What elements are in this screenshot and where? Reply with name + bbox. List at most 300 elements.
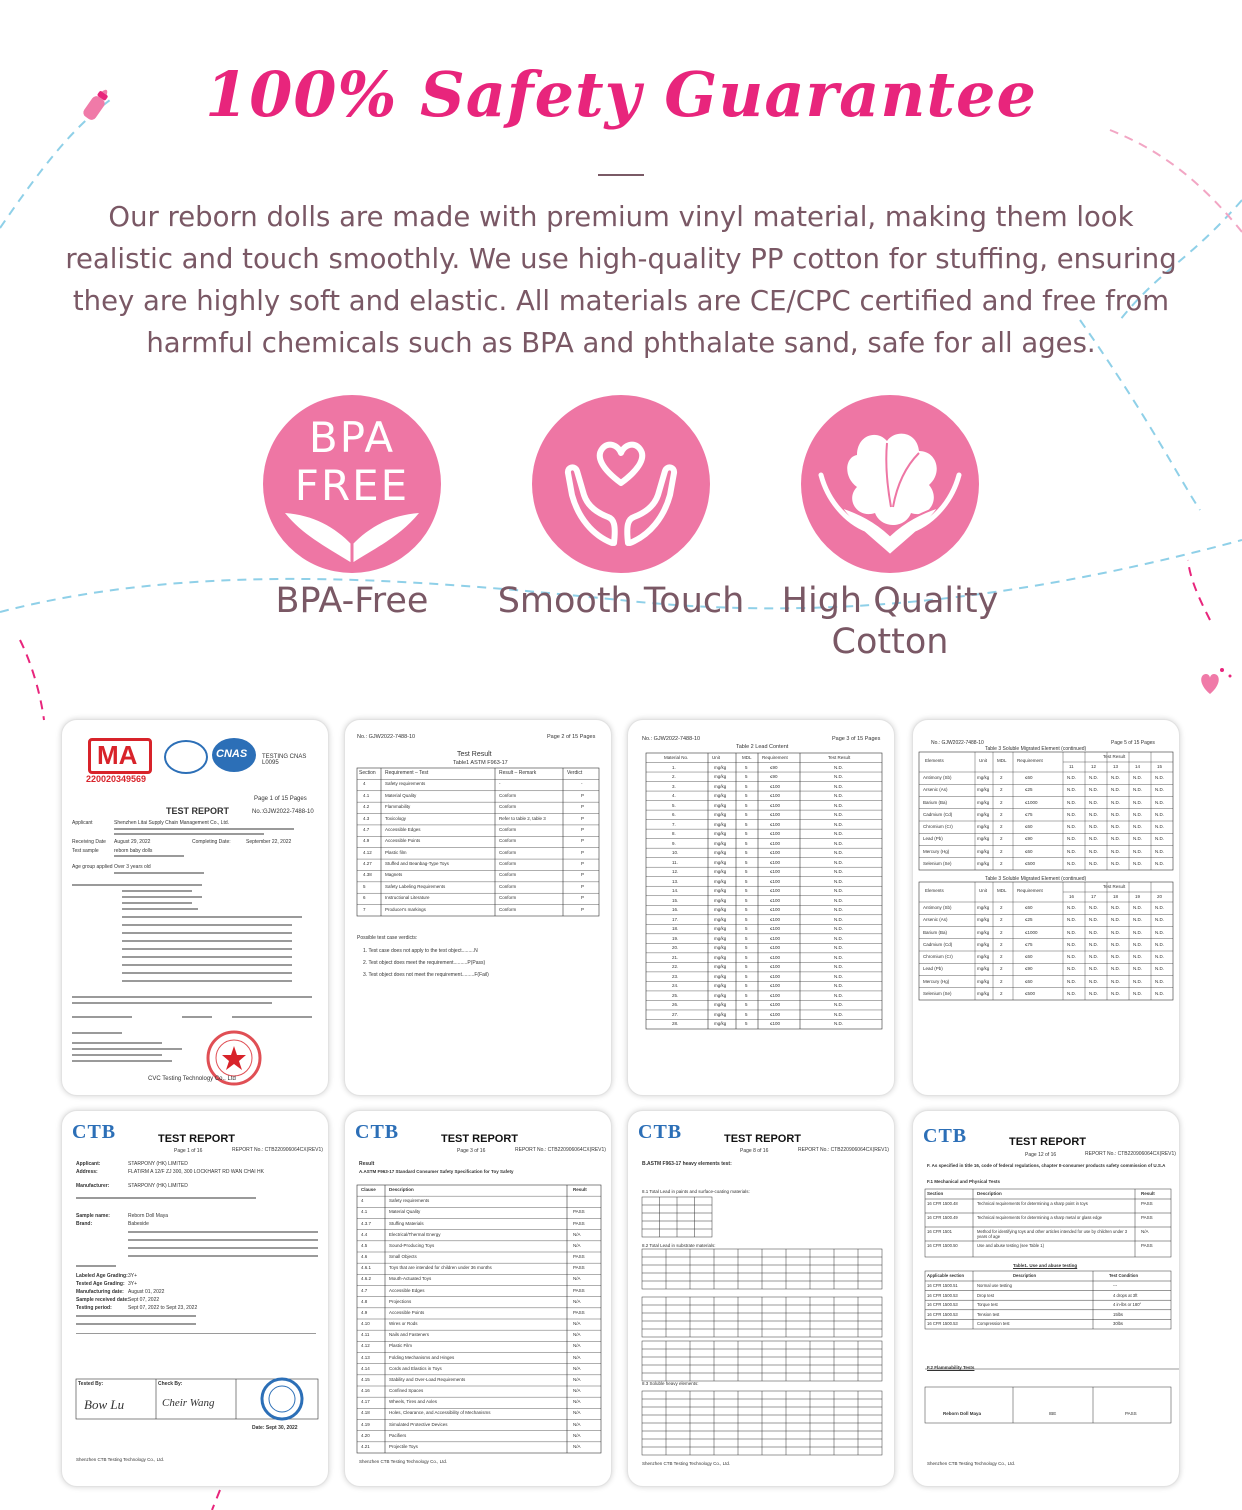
table-cell: ≤100 (770, 964, 780, 970)
table-cell: Refer to table 2, table 3 (499, 815, 546, 821)
table-cell: 4.3 (363, 815, 370, 821)
table-cell: P (581, 826, 585, 832)
table-cell: Arsenic (As) (923, 917, 948, 923)
table-cell: P (581, 861, 585, 867)
table-cell: 22. (672, 964, 679, 970)
table-cell: N.D. (1067, 848, 1076, 854)
table-cell: Use and abuse testing (see Table 1) (977, 1243, 1044, 1248)
table-cell: Stability and Over-Load Requirements (389, 1376, 466, 1382)
table-cell: Cords and Elastics in Toys (389, 1365, 442, 1371)
table-cell: Material Quality (389, 1209, 421, 1215)
certificate-ctb-page8: CTB TEST REPORT REPORT No.: CTB220906064CX(REV1) Page 8 of 16 B.ASTM F963-17 heavy elements test: 8.1 Total Lead in paints and surface-coating materials: 8.2 Total Lead in substrate materials: 8.3 Soluble heavy elements: Shenzhen CTB Testing Technology Co., Ltd. (627, 1110, 895, 1487)
table-cell: 4 drops at 3ft (1113, 1292, 1138, 1298)
table-cell: 28. (672, 1021, 679, 1027)
table-cell: N/A (573, 1421, 581, 1427)
table-cell: N.D. (1089, 836, 1098, 842)
table-cell: ≤100 (770, 831, 780, 837)
ctb-clause-table (345, 1111, 611, 1486)
table-cell: Stuffing Materials (389, 1220, 424, 1226)
table-cell: 26. (672, 1002, 679, 1008)
feature-bpa-free (222, 395, 482, 622)
ma-logo: MA (88, 738, 152, 774)
table-cell: Elements (925, 758, 944, 763)
table-cell: 11 (1069, 764, 1074, 769)
table-cell: 16 CFR 1500.53 (927, 1311, 958, 1317)
certificate-cvc-page1: MA 220020349569 CNAS TESTING CNAS L0095 Page 1 of 15 Pages TEST REPORT No.:GJW2022-7488-10 Applicant Shenzhen Litai Supply Chain Management Co., Ltd. Receiving Date August 29, 2022 Completing Date: September 22, 2022 Test sample reborn baby dolls Age group applied Over 3 years old CVC Testing Technology Co., Ltd (61, 719, 329, 1096)
table-cell: 5 (745, 850, 748, 856)
feature-label: Smooth Touch (497, 581, 745, 621)
table-cell: 20. (672, 945, 679, 951)
table-cell: 5 (745, 859, 748, 865)
table-cell: P (581, 883, 585, 889)
table-cell: N.D. (1111, 929, 1120, 935)
table-cell: PASS (1125, 1411, 1137, 1416)
table-cell: ≤60 (1025, 905, 1033, 910)
certificate-cvc-page3: No.: GJW2022-7488-10 Page 3 of 15 Pages Table 2 Lead Content Material No. Unit MDL Requirement Test Result 1. mg/kg 5 ≤90 N.D. 2. mg/kg 5 ≤90 N.D. 3. mg/kg 5 ≤100 N.D. 4. mg/kg 5 ≤100 N.D. 5. mg/kg 5 ≤100 N.D. 6. mg/kg 5 ≤100 N.D. 7. mg/kg 5 ≤100 N.D. 8. mg/kg 5 ≤100 N.D. 9. mg/kg 5 ≤100 N.D. 10. mg/kg 5 ≤100 N.D. 11. mg/kg 5 ≤100 N.D. 12. mg/kg 5 ≤100 N.D. 13. mg/kg 5 ≤100 N.D. 14. mg/kg 5 ≤100 N.D. 15. mg/kg 5 ≤100 N.D. 16. mg/kg 5 ≤100 N.D. 17. mg/kg 5 ≤100 N.D. 18. mg/kg 5 ≤100 N.D. 19. mg/kg 5 ≤100 N.D. 20. mg/kg 5 ≤100 N.D. 21. mg/kg 5 ≤100 N.D. 22. mg/kg 5 ≤100 N.D. 23. mg/kg 5 ≤100 N.D. 24. mg/kg 5 ≤100 N.D. 25. mg/kg 5 ≤100 N.D. 26. mg/kg 5 ≤100 N.D. 27. mg/kg 5 ≤100 N.D. 28. mg/kg 5 ≤100 N.D. (627, 719, 895, 1096)
table-cell: N.D. (1089, 848, 1098, 854)
table-cell: N.D. (1089, 860, 1098, 866)
table-cell: N.D. (1089, 917, 1098, 923)
table-cell: P (581, 792, 585, 798)
table-cell: 5 (745, 992, 748, 998)
table-cell: 5 (745, 802, 748, 808)
ctb-logo: CTB (923, 1125, 968, 1147)
table-cell: N.D. (1067, 787, 1076, 793)
table-cell: 2 (1000, 966, 1003, 972)
table-cell: 4.14 (361, 1365, 370, 1371)
table-cell: Unit (979, 888, 988, 893)
table-cell: Conform (499, 804, 517, 810)
table-cell: N.D. (1067, 966, 1076, 972)
table-cell: Flammability (385, 804, 411, 810)
table-cell: N.D. (1111, 811, 1120, 817)
table-cell: Applicable section (927, 1273, 964, 1278)
table-cell: mg/kg (714, 878, 727, 884)
table-cell: N.D. (834, 973, 843, 979)
table-cell: N.D. (834, 850, 843, 856)
heart-icon (1201, 674, 1219, 694)
table-cell: 23. (672, 973, 679, 979)
certificate-cvc-page2: No.: GJW2022-7488-10 Page 2 of 15 Pages Test Result Table1 ASTM F963-17 Possible test case verdicts: 1. Test case does not apply to the test object.........N 2. Test object does meet the requirement..........P(Pass) 3. Test object does not meet the requirement.........F(Fail) Section Requirement – Test Result – Remark Verdict 4 Safety requirements - - 4.1 Material Quality Conform P 4.2 Flammability Conform P 4.3 Toxicology Refer to table 2, table 3 P 4.7 Accessible Edges Conform P 4.9 Accessible Points Conform P 4.12 Plastic film Conform P 4.27 Stuffed and Beanbag-Type Toys Conform P 4.38 Magnets Conform P 5 Safety Labeling Requirements Conform P 6 Instructional Literature Conform P 7 Producer's markings Conform P (344, 719, 612, 1096)
table-cell: Conform (499, 861, 517, 867)
table-cell: Result (573, 1187, 587, 1192)
table-cell: N.D. (834, 926, 843, 932)
certificate-ctb-page3: CTB TEST REPORT REPORT No.: CTB220906064CX(REV1) Page 3 of 16 Result A.ASTM F963-17 Standard Consumer Safety Specification for Toy Safety Shenzhen CTB Testing Technology Co., Ltd. Clause Description Result 4 Safety requirements 4.1 Material Quality PASS 4.3.7 Stuffing Materials PASS 4.4 Electrical/Thermal Energy N/A 4.5 Sound-Producing Toys N/A 4.6 Small Objects PASS 4.6.1 Toys that are intended for children under 36 months PASS 4.6.2 Mouth-Actuated Toys N/A 4.7 Accessible Edges PASS 4.8 Projections N/A 4.9 Accessible Points PASS 4.10 Wires or Rods N/A 4.11 Nails and Fasteners N/A 4.12 Plastic Film N/A 4.13 Folding Mechanisms and Hinges N/A 4.14 Cords and Elastics in Toys N/A 4.15 Stability and Over-Load Requirements N/A 4.16 Confined Spaces N/A 4.17 Wheels, Tires and Axles N/A 4.18 Holes, Clearance, and Accessibility of Mechanisms N/A 4.19 Simulated Protective Devices N/A 4.20 Pacifiers N/A 4.21 Projectile Toys N/A (344, 1110, 612, 1487)
table-cell: P (581, 906, 585, 912)
table-cell: Accessible Points (385, 838, 421, 844)
table-cell: ≤100 (770, 916, 780, 922)
table-cell: P (581, 838, 585, 844)
table-cell: Arsenic (As) (923, 787, 948, 793)
table-cell: Material No. (664, 755, 689, 760)
table-cell: 7 (363, 906, 366, 912)
table-cell: PASS (573, 1309, 585, 1315)
table-cell: mg/kg (714, 945, 727, 951)
table-cell: ≤60 (1025, 824, 1033, 829)
table-cell: Lead (Pb) (923, 836, 943, 842)
table-cell: mg/kg (714, 964, 727, 970)
table-cell: N.D. (1067, 811, 1076, 817)
table-cell: MDL (997, 888, 1007, 893)
table-cell: ≤100 (770, 850, 780, 856)
table-cell: 5 (745, 983, 748, 989)
table-cell: 4.6.2 (361, 1276, 372, 1282)
table-cell: ≤100 (770, 783, 780, 789)
ctb-heavy-element-tables (628, 1111, 894, 1486)
table-cell: N.D. (1133, 978, 1142, 984)
table-cell: 4.13 (361, 1354, 370, 1360)
table-cell: 11. (672, 859, 678, 865)
table-cell: N.D. (1111, 775, 1120, 780)
table-cell: ≤500 (1025, 860, 1035, 866)
table-cell: 4.17 (361, 1399, 370, 1405)
table-cell: Magnets (385, 872, 403, 878)
table-cell: N.D. (1155, 836, 1164, 842)
table-cell: N.D. (834, 802, 843, 808)
table-cell: N.D. (1133, 848, 1142, 854)
table-cell: 4.12 (363, 849, 372, 855)
table-cell: PASS (1141, 1243, 1153, 1248)
table-cell: Conform (499, 906, 517, 912)
table-cell: Nails and Fasteners (389, 1332, 430, 1338)
table-cell: Clause (361, 1187, 376, 1192)
table-cell: 5 (745, 1021, 748, 1027)
table-cell: ≤100 (770, 888, 780, 894)
table-cell: Simulated Protective Devices (389, 1421, 448, 1427)
bpa-icon-text: BPA (308, 413, 396, 462)
table-cell: ≤1000 (1025, 929, 1038, 935)
table-cell: 2 (1000, 860, 1003, 866)
table-cell: N.D. (1133, 860, 1142, 866)
table-cell: mg/kg (977, 824, 990, 829)
table-cell: Description (389, 1187, 414, 1192)
table-cell: 5 (745, 793, 748, 799)
table-cell: N.D. (1111, 954, 1120, 959)
table-cell: 16 CFR 1500.53 (927, 1292, 958, 1298)
table-cell: N/A (573, 1231, 581, 1237)
table-cell: ≤75 (1025, 941, 1033, 947)
lead-content-table (628, 720, 894, 1095)
table-cell: N.D. (1067, 799, 1076, 805)
table-cell: N.D. (1067, 990, 1076, 996)
table-cell: N.D. (1111, 990, 1120, 996)
table-cell: N.D. (834, 1011, 843, 1017)
table-cell: Test Condition (1109, 1273, 1138, 1278)
table-cell: 4.3.7 (361, 1220, 372, 1226)
page-title: 100% Safety Guarantee (205, 58, 1037, 131)
table-cell: mg/kg (714, 954, 727, 960)
table-cell: N.D. (834, 774, 843, 780)
table-cell: N.D. (1133, 954, 1142, 959)
table-cell: N.D. (1155, 954, 1164, 959)
table-cell: N.D. (834, 992, 843, 998)
table-cell: 16 CFR 1500.51 (927, 1283, 958, 1288)
table-cell: 2 (1000, 811, 1003, 817)
table-cell: Description (1013, 1273, 1037, 1278)
table-cell: 5 (745, 926, 748, 932)
table-cell: N.D. (1133, 990, 1142, 996)
table-cell: 5 (363, 883, 366, 889)
table-cell: Unit (979, 758, 988, 763)
table-cell: 17. (672, 916, 679, 922)
table-cell: 3. (672, 783, 676, 789)
table-cell: N.D. (1111, 799, 1120, 805)
table-cell: N.D. (1089, 941, 1098, 947)
table-cell: mg/kg (714, 983, 727, 989)
table-cell: Chromium (Cr) (923, 954, 953, 959)
table-cell: N.D. (834, 964, 843, 970)
table-cell: ≤100 (770, 1011, 780, 1017)
table-cell: ≤100 (770, 840, 780, 846)
table-cell: 2 (1000, 824, 1003, 829)
table-cell: N.D. (1089, 990, 1098, 996)
table-cell: P (581, 815, 585, 821)
table-cell: Compression test (977, 1321, 1010, 1327)
table-cell: N.D. (1111, 905, 1120, 910)
table-cell: ≤500 (1025, 990, 1035, 996)
table-cell: mg/kg (714, 869, 727, 875)
cotton-flower-icon (801, 395, 979, 573)
table-cell: 14 (1135, 764, 1141, 769)
table-cell: 4.27 (363, 861, 372, 867)
title-separator (598, 174, 644, 176)
table-cell: 5 (745, 783, 748, 789)
table-cell: Conform (499, 849, 517, 855)
table-cell: mg/kg (714, 1021, 727, 1027)
table-cell: Test Result (1103, 884, 1126, 889)
table-cell: PASS (573, 1265, 585, 1271)
table-cell: 4.11 (361, 1332, 370, 1338)
table-cell: Material Quality (385, 792, 417, 798)
table-cell: 15. (672, 897, 679, 903)
table-cell: Selenium (Se) (923, 860, 952, 866)
table-cell: 2 (1000, 978, 1003, 984)
table-cell: 4.4 (361, 1231, 368, 1237)
table-cell: 4.18 (361, 1410, 370, 1416)
table-cell: Selenium (Se) (923, 990, 952, 996)
table-cell: 5 (745, 1011, 748, 1017)
table-cell: ≤25 (1025, 787, 1033, 793)
table-cell: Conform (499, 895, 517, 901)
table-cell: 4.20 (361, 1432, 370, 1438)
table-cell: N/A (573, 1332, 581, 1338)
table-cell: 24. (672, 983, 679, 989)
table-cell: 4.9 (363, 838, 370, 844)
table-cell: Chromium (Cr) (923, 824, 953, 829)
table-cell: - (581, 781, 583, 787)
table-cell: Method for identifying toys and other articles intended for use by children under 3 years of age (977, 1229, 1128, 1239)
table-cell: N.D. (834, 783, 843, 789)
table-cell: N.D. (1155, 860, 1164, 866)
table-cell: Projectile Toys (389, 1443, 418, 1449)
table-cell: mg/kg (714, 850, 727, 856)
table-cell: 5 (745, 831, 748, 837)
table-cell: N.D. (1133, 836, 1142, 842)
table-cell: 5 (745, 840, 748, 846)
table-cell: Unit (712, 755, 721, 760)
table-cell: 9. (672, 840, 676, 846)
table-cell: N.D. (1111, 941, 1120, 947)
table-cell: N.D. (1133, 799, 1142, 805)
table-cell: PASS (573, 1287, 585, 1293)
table-cell: Safety requirements (389, 1198, 430, 1204)
table-cell: Folding Mechanisms and Hinges (389, 1354, 455, 1360)
table-cell: Small Objects (389, 1254, 417, 1259)
table-cell: 16 CFR 1500.49 (927, 1215, 958, 1220)
table-cell: --- (1113, 1283, 1118, 1288)
table-cell: ≤100 (770, 878, 780, 884)
table-cell: ≤100 (770, 812, 780, 818)
table-cell: Section (359, 770, 376, 776)
intro-paragraph: Our reborn dolls are made with premium vinyl material, making them look realistic and touch smoothly. We use high-quality PP cotton for stuffing, ensuring they are highly soft and elastic. All materials are CE/CPC certified and free from harmful chemicals such as BPA and phthalate sand, safe for all ages. (65, 201, 1177, 359)
table-cell: Antimony (Sb) (923, 905, 952, 910)
table-cell: N.D. (1155, 978, 1164, 984)
table-cell: ≤60 (1025, 954, 1033, 959)
feature-label: BPA-Free (275, 581, 429, 621)
sparkle-icon (1220, 668, 1232, 678)
ctb-logo: CTB (72, 1121, 117, 1143)
table-cell: 5 (745, 1002, 748, 1008)
table-cell: 4.19 (361, 1421, 370, 1427)
table-cell: N/A (573, 1376, 581, 1382)
table-cell: N.D. (834, 821, 843, 827)
table-cell: mg/kg (714, 916, 727, 922)
table-cell: Accessible Points (389, 1309, 425, 1315)
table-cell: 2 (1000, 787, 1003, 793)
table-cell: 6. (672, 812, 676, 818)
table-cell: N.D. (834, 793, 843, 799)
table-cell: 15lbs (1113, 1311, 1124, 1317)
table-cell: 2 (1000, 990, 1003, 996)
table-cell: N.D. (1089, 787, 1098, 793)
table-cell: 16 CFR 1500.50 (927, 1243, 958, 1248)
table-cell: N/A (573, 1410, 581, 1416)
table-cell: 12. (672, 869, 679, 875)
table-cell: N.D. (1089, 905, 1098, 910)
table-cell: Safety Labeling Requirements (385, 883, 446, 889)
table-cell: N.D. (1155, 787, 1164, 793)
table-cell: 5. (672, 802, 676, 808)
table-cell: N.D. (1111, 848, 1120, 854)
table-cell: F.2 Flammability Tests (927, 1365, 975, 1370)
table-cell: Test Result (1103, 754, 1126, 759)
table-cell: 2 (1000, 954, 1003, 959)
table-cell: 2 (1000, 799, 1003, 805)
table-cell: Confined Spaces (389, 1388, 424, 1393)
table-cell: N.D. (834, 764, 843, 770)
table-cell: mg/kg (977, 799, 990, 805)
table-cell: 4.5 (361, 1242, 368, 1248)
table-cell: N.D. (1155, 990, 1164, 996)
table-cell: mg/kg (977, 929, 990, 935)
certificate-ctb-page1: CTB TEST REPORT REPORT No.: CTB220906064CX(REV1) Page 1 of 16 Applicant: STARPONY (HK) LIMITED Address: FLAT/RM A 12/F ZJ 300, 300 LOCKHART RD WAN CHAI HK Manufacturer: STARPONY (HK) LIMITED Sample name: Reborn Doll Maya Brand: Babeside Labeled Age Grading: 3Y+ Tested Age Grading: 3Y+ Manufacturing date: August 01, 2022 Sample received date: Sept 07, 2022 Testing period: Sept 07, 2022 to Sept 23, 2022 Tested By: Check By: Bow Lu Cheir Wang Date: Sept 30, 2022 Shenzhen CTB Testing Technology Co., Ltd. (61, 1110, 329, 1487)
table-cell: N.D. (1155, 941, 1164, 947)
table-cell: 19. (672, 935, 679, 941)
table-cell: Elements (925, 888, 944, 893)
table-cell: Drop test (977, 1292, 994, 1298)
table-cell: 5 (745, 821, 748, 827)
table-cell: ≤100 (770, 954, 780, 960)
table-cell: 7. (672, 821, 676, 827)
table-cell: 4.10 (361, 1321, 370, 1326)
table-cell: ≤90 (770, 774, 778, 780)
table-cell: 16. (672, 907, 679, 913)
table-cell: Torque test (977, 1302, 998, 1308)
table-cell: 2 (1000, 836, 1003, 842)
table-cell: 18 (1113, 894, 1119, 899)
table-cell: 5 (745, 764, 748, 770)
table-cell: 25. (672, 992, 679, 998)
table-cell: 2 (1000, 941, 1003, 947)
table-cell: N/A (573, 1321, 581, 1326)
table-cell: P (581, 849, 585, 855)
table-cell: 2 (1000, 848, 1003, 854)
table-cell: N.D. (1067, 905, 1076, 910)
table-cell: Tension test (977, 1311, 1000, 1317)
table-cell: 15 (1157, 764, 1163, 769)
table-cell: 4.8 (361, 1298, 368, 1304)
table-cell: Toys that are intended for children under 36 months (389, 1265, 492, 1271)
table-cell: N.D. (834, 907, 843, 913)
table-cell: Test Result (828, 755, 851, 760)
table-cell: N/A (573, 1276, 581, 1282)
table-cell: mg/kg (714, 1002, 727, 1008)
table-cell: N.D. (1067, 775, 1076, 780)
table-cell: N.D. (1089, 954, 1098, 959)
table-cell: N/A (573, 1399, 581, 1405)
table-cell: P (581, 895, 585, 901)
table-cell: N.D. (834, 935, 843, 941)
table-cell: 5 (745, 935, 748, 941)
table-cell: 5 (745, 897, 748, 903)
table-cell: Barium (Ba) (923, 799, 948, 805)
table-cell: 4.12 (361, 1343, 370, 1349)
table-cell: N.D. (834, 897, 843, 903)
table-cell: Requirement (1017, 758, 1043, 763)
table-cell: N.D. (1133, 787, 1142, 793)
table-cell: Stuffed and Beanbag-Type Toys (385, 861, 449, 867)
table-cell: Producer's markings (385, 906, 426, 912)
certificate-ctb-page12: CTB TEST REPORT REPORT No.: CTB220906064CX(REV1) Page 12 of 16 F. As specified in title 16, code of federal regulations, chapter II-consumer products safety commission of U.S.A F.1 Mechanical and Physical Tests Shenzhen CTB Testing Technology Co., Ltd. Section Description Result 16 CFR 1500.48 Technical requirements for determining a sharp point in toys PASS 16 CFR 1500.49 Technical requirements for determining a sharp metal or glass edge PASS 16 CFR 1501 Method for identifying toys and other articles intended for use by children under 3 years of age N/A 16 CFR 1500.50 Use and abuse testing (see Table 1) PASS Table1. Use and abuse testing Applicable section Description Test Condition 16 CFR 1500.51 Normal use testing --- 16 CFR 1500.53 Drop test 4 drops at 3ft 16 CFR 1500.53 Torque test 4 in-lbs or 180° 16 CFR 1500.53 Tension test 15lbs 16 CFR 1500.53 Compression test 30lbs F.2 Flammability Tests Reborn Doll Maya IBE PASS (912, 1110, 1180, 1487)
table-cell: mg/kg (714, 840, 727, 846)
table-cell: N.D. (1067, 860, 1076, 866)
table-cell: N.D. (1133, 966, 1142, 972)
table-cell: 4.6 (361, 1254, 368, 1259)
table-cell: 16 (1069, 894, 1075, 899)
table-cell: ≤100 (770, 859, 780, 865)
table-cell: 13 (1113, 764, 1119, 769)
table-cell: Antimony (Sb) (923, 775, 952, 780)
table-cell: MDL (997, 758, 1007, 763)
table-cell: 2 (1000, 917, 1003, 923)
ctb-seal-icon (262, 1379, 302, 1419)
table-cell: 5 (745, 954, 748, 960)
table-cell: N.D. (834, 812, 843, 818)
ctb-logo: CTB (638, 1121, 683, 1143)
table-cell: Mouth-Actuated Toys (389, 1276, 432, 1282)
table-cell: 4.16 (361, 1388, 370, 1393)
table-cell: 4.21 (361, 1443, 370, 1449)
table-cell: 16 CFR 1500.53 (927, 1302, 958, 1308)
table-cell: P (581, 804, 585, 810)
table-cell: mg/kg (714, 973, 727, 979)
table-cell: Result – Remark (499, 770, 537, 776)
table-cell: N.D. (1111, 787, 1120, 793)
table-cell: 4 in-lbs or 180° (1113, 1302, 1142, 1308)
table-cell: ≤25 (1025, 917, 1033, 923)
table-cell: mg/kg (977, 941, 990, 947)
table-cell: Conform (499, 792, 517, 798)
